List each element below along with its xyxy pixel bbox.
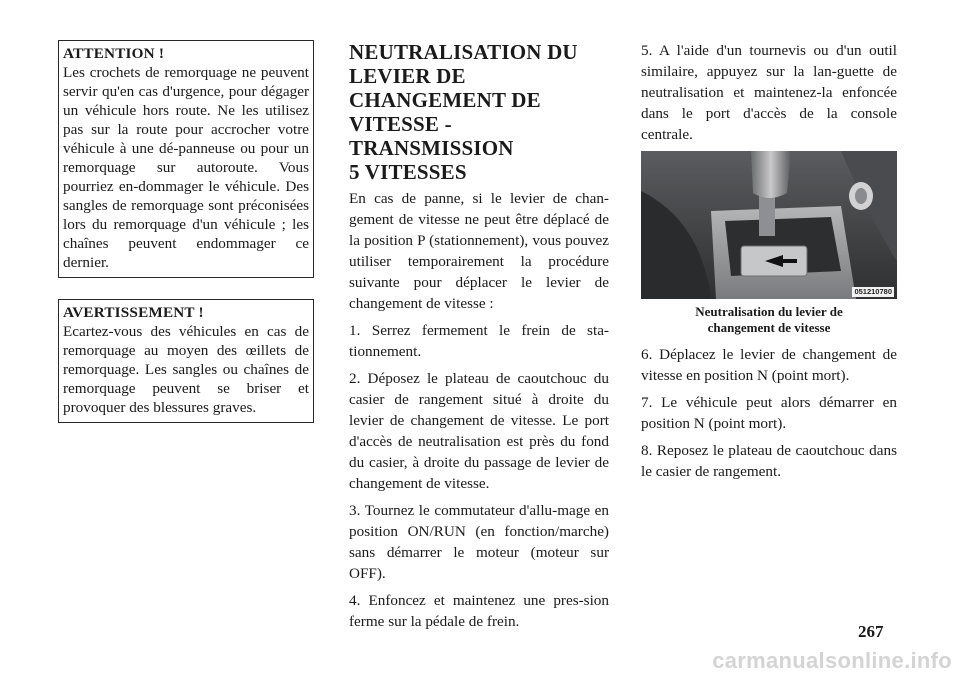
warning-title: ATTENTION !: [63, 45, 165, 62]
heading-line: LEVIER DE: [349, 64, 466, 88]
caution-text: Ecartez-vous des véhicules en cas de remorquage au moyen des œillets de remorquage. Les sangles ou chaînes de remorquage peuvent se briser et provoquer des blessures graves.: [63, 323, 309, 416]
shifter-photo: [641, 151, 897, 299]
step-4: 4. Enfoncez et maintenez une pres-sion ferme sur la pédale de frein.: [349, 592, 609, 630]
step-8: 8. Reposez le plateau de caoutchouc dans le casier de rangement.: [641, 442, 897, 480]
heading-line: VITESSE -: [349, 112, 452, 136]
step-1: 1. Serrez fermement le frein de sta-tionnement.: [349, 322, 609, 360]
heading-line: 5 VITESSES: [349, 160, 467, 184]
shifter-illustration: [641, 151, 897, 299]
heading-line: NEUTRALISATION DU: [349, 40, 578, 64]
intro-paragraph: En cas de panne, si le levier de chan-gement de vitesse ne peut être déplacé de la position P (stationnement), vous pouvez utiliser temporairement la procédure suivante pour déplacer le levier de changement de vitesse :: [349, 190, 609, 312]
photo-reference-code: 051210780: [854, 287, 892, 296]
step-2: 2. Déposez le plateau de caoutchouc du casier de rangement situé à droite du levier de changement de vitesse. Le port d'accès de neutralisation est près du fond du casier, à droite du passage de levier de changement de vitesse.: [349, 370, 609, 492]
step-7: 7. Le véhicule peut alors démarrer en position N (point mort).: [641, 394, 897, 432]
caption-line: Neutralisation du levier de: [695, 304, 843, 319]
heading-line: CHANGEMENT DE: [349, 88, 541, 112]
warning-text: Les crochets de remorquage ne peuvent servir qu'en cas d'urgence, pour dégager un véhicule hors route. Ne les utilisez pas sur la route pour accrocher votre véhicule à une dé-panneuse ou pour un remorquage sur autoroute. Vous pourriez en-dommager le véhicule. Des sangles de remorquage sont préconisées lors du remorquage d'un véhicule ; les chaînes peuvent endommager ce dernier.: [63, 64, 309, 271]
figure-caption: [641, 304, 897, 336]
step-6: 6. Déplacez le levier de changement de vitesse en position N (point mort).: [641, 346, 897, 384]
heading-line: TRANSMISSION: [349, 136, 514, 160]
watermark: carmanualsonline.info: [712, 648, 952, 673]
middle-column: [349, 40, 609, 638]
caution-title: AVERTISSEMENT !: [63, 304, 204, 321]
step-5: 5. A l'aide d'un tournevis ou d'un outil similaire, appuyez sur la lan-guette de neutralisation et maintenez-la enfoncée dans le port d'accès de la console centrale.: [641, 42, 897, 143]
right-column: [641, 40, 897, 488]
page-number: 267: [858, 622, 884, 641]
step-3: 3. Tournez le commutateur d'allu-mage en position ON/RUN (en fonction/marche) sans démarrer le moteur (moteur sur OFF).: [349, 502, 609, 582]
section-heading: [349, 40, 609, 184]
warning-box: [58, 40, 314, 278]
caption-line: changement de vitesse: [707, 320, 831, 335]
caution-box: [58, 299, 314, 423]
left-column: [58, 40, 314, 444]
